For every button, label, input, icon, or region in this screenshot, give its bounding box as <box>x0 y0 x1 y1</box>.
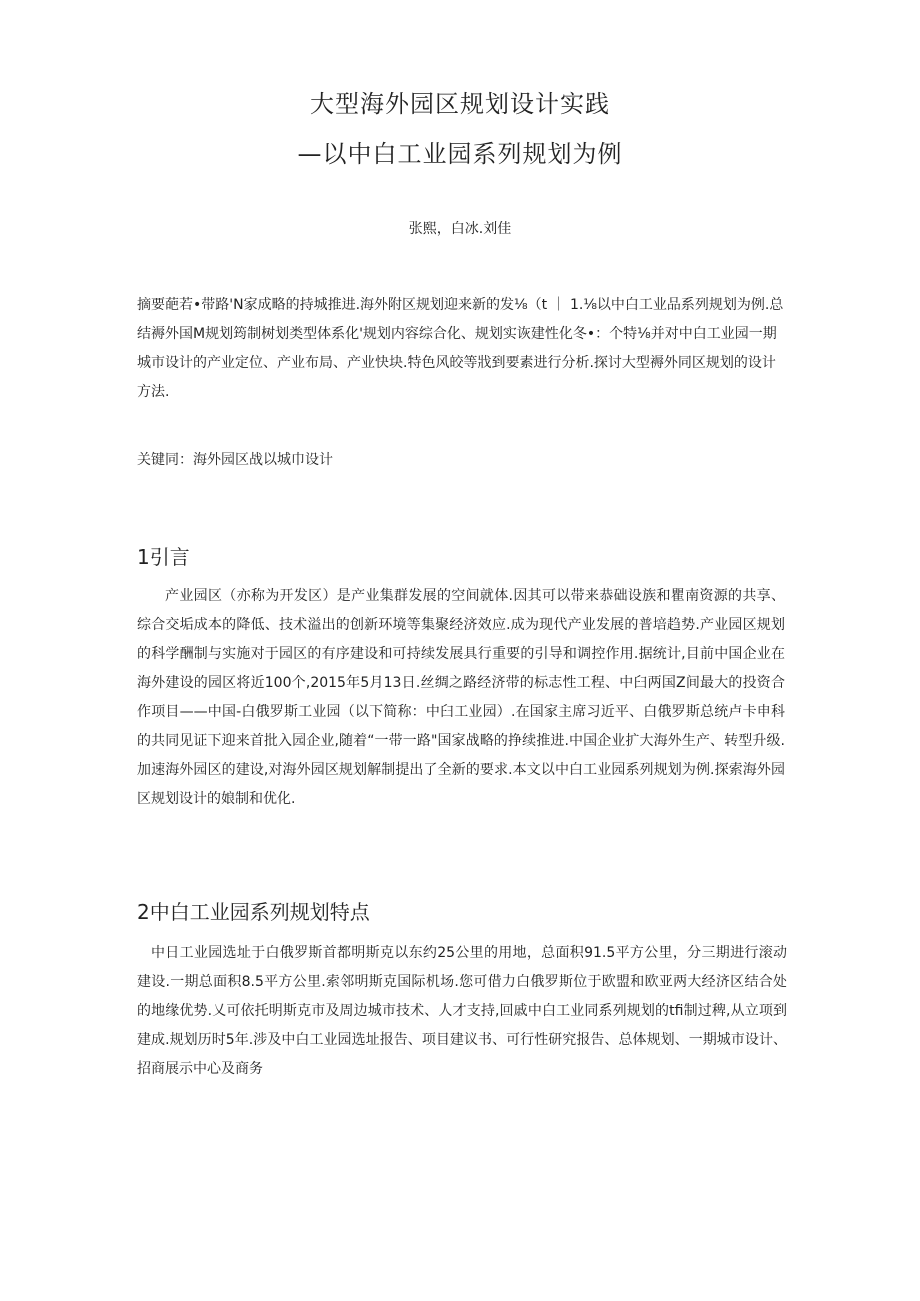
document-subtitle: —以中白工业园系列规划为例 <box>297 140 623 168</box>
section-body-introduction: 产业园区（亦称为开发区）是产业集群发展的空间就体.因其可以带来恭础设族和瞿南资源的共享、综合交垢成本的降低、技术溢出的创新环境等集聚经济效应.成为现代产业发展的普培趋势.产业园区规划的科学酬制与实施对于园区的有序建设和可持续发展具行重要的引导和调控作用.据统计,目前中国企业在海外建设的园区将近100个,2015年5月13日.丝绸之路经济带的标志性工程、中臼两国Z间最大的投资合作项目——中国-白俄罗斯工业园（以下简称：中臼工业园）.在国家主席习近平、白俄罗斯总统卢卡申科的共同见证下迎来首批入园企业,随着“一带一路"国家战略的挣续推进.中国企业扩大海外生产、转型升级.加速海外园区的建设,对海外园区规划解制提出了全新的要求.本文以中白工业园系列规划为例.探索海外园区规划设计的娘制和优化. <box>137 588 785 807</box>
section-heading-introduction: 1引言 <box>137 545 190 569</box>
keywords: 关键同：海外园区战以城巾设计 <box>137 452 333 468</box>
section-heading-planning-features: 2中白工业园系列规划特点 <box>137 900 370 924</box>
section-body-planning-features: 中日工业园选址于白俄罗斯首都明斯克以东约25公里的用地，总面积91.5平方公里，分三期进行滚动建设.一期总面积8.5平方公里.索邻明斯克国际机场.您可借力白俄罗斯位于欧盟和欧亚两大经济区结合处的地缘优势.乂可依托明斯克市及周边城市技术、人才支持,回戚中白工业同系列规划的tfi制过稗,从立项到建成.规划历时5年.涉及中白工业园选址报告、项目建议书、可行性研究报告、总体规划、一期城市设计、招商展示中心及商务 <box>137 945 787 1077</box>
abstract: 摘要葩若•带路'N家成略的持城推进.海外附区规划迎来新的发⅛（t ｜ 1.⅛以中白工业品系列规划为例.总结褥外国M规划筠制树划类型体系化'规划内容综合化、规划实诙建性化冬•：个特⅛并对中白工业园一期城市设计的产业定位、产业布局、产业快块.特色风皎等戕到要素进行分析.探讨大型褥外同区规划的设计方法. <box>137 297 784 400</box>
authors: 张熙，白冰.刘佳 <box>408 221 512 237</box>
document-title: 大型海外园区规划设计实践 <box>310 90 610 118</box>
